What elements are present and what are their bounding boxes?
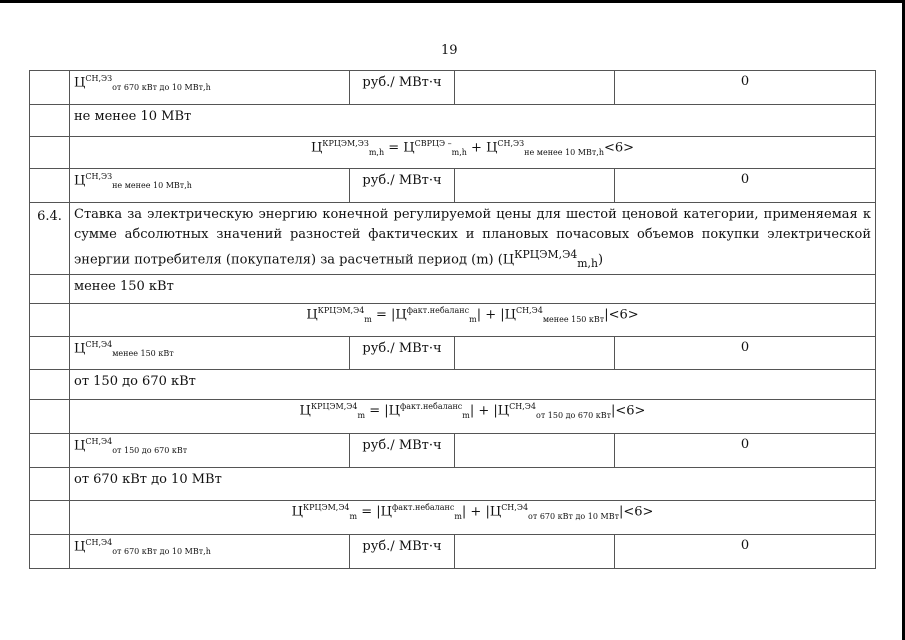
section-description: Ставка за электрическую энергию конечной регулируемой цены для шестой ценовой категории, применяемая к сумме абсолютных значений разностей фактических и плановых почасовых объемов покупки электрической энергии потребителя (покупателя) за расчетный период (m) $(Ц^{КРЦЭМ,Э4}_{m,h})$ (70, 203, 876, 275)
table-row (30, 105, 876, 137)
empty-cell (455, 535, 615, 569)
value-cell: 0 (615, 71, 876, 105)
table-row (30, 275, 876, 304)
empty-cell (455, 434, 615, 468)
table-row (30, 501, 876, 535)
table-row (30, 337, 876, 370)
unit-cell: руб./ МВт·ч (350, 337, 455, 370)
group-label: от 150 до 670 кВт (70, 370, 876, 400)
table-row (30, 434, 876, 468)
tariff-table (29, 70, 876, 569)
table-row (30, 370, 876, 400)
symbol-cell: $Ц^{СН,Э4}_{менее 150 кВт}$ (70, 337, 350, 370)
symbol-cell: $Ц^{СН,ЭЗ}_{не менее 10 МВт,h}$ (70, 169, 350, 203)
symbol-cell: $Ц^{СН,Э4}_{от 150 до 670 кВт}$ (70, 434, 350, 468)
section-number: 6.4. (30, 203, 70, 275)
group-label: менее 150 кВт (70, 275, 876, 304)
table-row (30, 400, 876, 434)
num-cell (30, 169, 70, 203)
num-cell (30, 400, 70, 434)
formula-cell: $Ц^{КРЦЭМ,ЭЗ}_{m,h} = Ц^{СВРЦЭ -}_{m,h} + Ц^{СН,ЭЗ}_{не менее 10 МВт,h}<6>$ (70, 137, 876, 169)
table-row (30, 468, 876, 501)
num-cell (30, 304, 70, 337)
unit-cell: руб./ МВт·ч (350, 169, 455, 203)
num-cell (30, 535, 70, 569)
table-row (30, 203, 876, 275)
num-cell (30, 105, 70, 137)
num-cell (30, 71, 70, 105)
empty-cell (455, 71, 615, 105)
formula-cell: $Ц^{КРЦЭМ,Э4}_m = |Ц^{факт.небаланс}_m| + |Ц^{СН,Э4}_{от 150 до 670 кВт}|<6>$ (70, 400, 876, 434)
empty-cell (455, 169, 615, 203)
group-label: от 670 кВт до 10 МВт (70, 468, 876, 501)
num-cell (30, 468, 70, 501)
value-cell: 0 (615, 169, 876, 203)
unit-cell: руб./ МВт·ч (350, 535, 455, 569)
formula-cell: $Ц^{КРЦЭМ,Э4}_m = |Ц^{факт.небаланс}_m| + |Ц^{СН,Э4}_{от 670 кВт до 10 МВт}|<6>$ (70, 501, 876, 535)
unit-cell: руб./ МВт·ч (350, 434, 455, 468)
group-label: не менее 10 МВт (70, 105, 876, 137)
table-row (30, 169, 876, 203)
num-cell (30, 434, 70, 468)
value-cell: 0 (615, 337, 876, 370)
num-cell (30, 501, 70, 535)
num-cell (30, 137, 70, 169)
table-row (30, 71, 876, 105)
table-row (30, 304, 876, 337)
table-row (30, 535, 876, 569)
symbol-cell: $Ц^{СН,ЭЗ}_{от 670 кВт до 10 МВт,h}$ (70, 71, 350, 105)
table-row (30, 137, 876, 169)
value-cell: 0 (615, 535, 876, 569)
num-cell (30, 337, 70, 370)
value-cell: 0 (615, 434, 876, 468)
num-cell (30, 370, 70, 400)
num-cell (30, 275, 70, 304)
empty-cell (455, 337, 615, 370)
scan-border-top (0, 0, 905, 3)
symbol-cell: $Ц^{СН,Э4}_{от 670 кВт до 10 МВт,h}$ (70, 535, 350, 569)
page-number: 19 (441, 43, 458, 58)
unit-cell: руб./ МВт·ч (350, 71, 455, 105)
formula-cell: $Ц^{КРЦЭМ,Э4}_m = |Ц^{факт.небаланс}_m| + |Ц^{СН,Э4}_{менее 150 кВт}|<6>$ (70, 304, 876, 337)
